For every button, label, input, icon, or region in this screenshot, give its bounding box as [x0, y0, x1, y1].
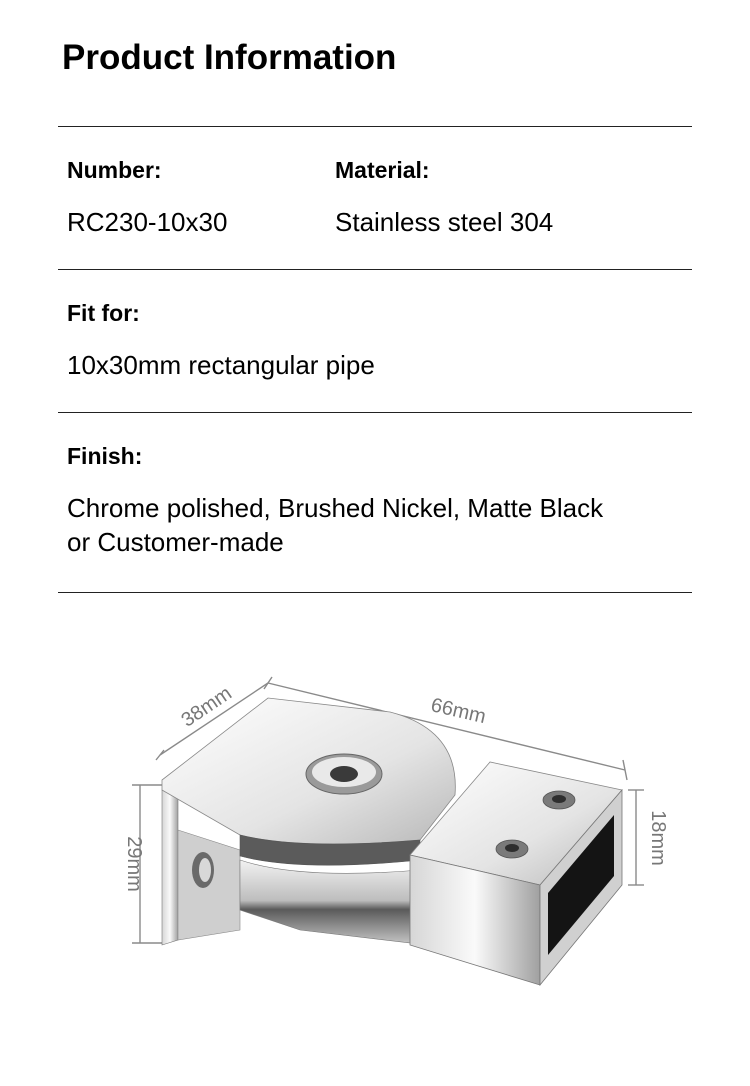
- tube-dimension-label: 18mm: [647, 810, 669, 866]
- material-value: Stainless steel 304: [335, 207, 554, 237]
- height-dimension-label: 29mm: [123, 836, 145, 892]
- page-title: Product Information: [62, 38, 397, 77]
- divider: [58, 126, 692, 127]
- number-value: RC230-10x30: [67, 207, 228, 237]
- finish-label: Finish:: [67, 443, 143, 469]
- length-dimension-label: 66mm: [428, 694, 488, 729]
- depth-dimension-label: 38mm: [177, 682, 236, 732]
- material-label: Material:: [335, 157, 430, 183]
- divider: [58, 269, 692, 270]
- wall-plate: [162, 785, 178, 945]
- divider: [58, 592, 692, 593]
- number-label: Number:: [67, 157, 162, 183]
- fit-value: 10x30mm rectangular pipe: [67, 350, 375, 380]
- finish-value-line1: Chrome polished, Brushed Nickel, Matte Black: [67, 493, 604, 523]
- fit-label: Fit for:: [67, 300, 140, 326]
- finish-value-line2: or Customer-made: [67, 527, 284, 557]
- divider: [58, 412, 692, 413]
- product-dimension-drawing: [100, 640, 680, 1020]
